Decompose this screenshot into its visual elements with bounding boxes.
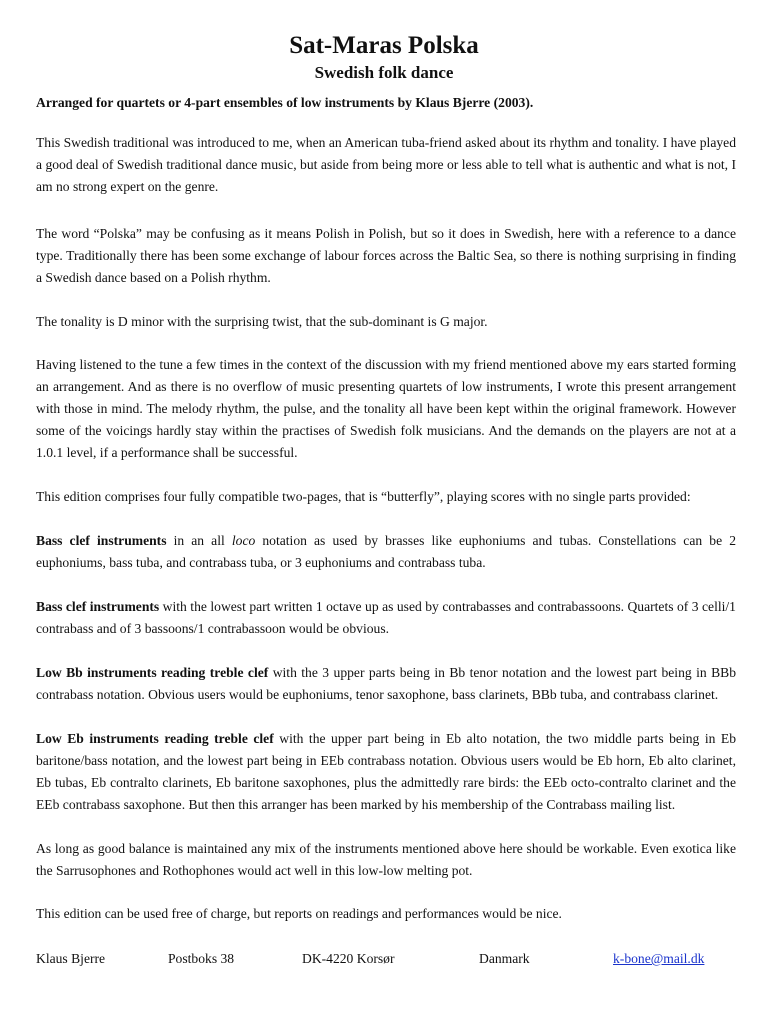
paragraph-polska: The word “Polska” may be confusing as it means Polish in Polish, but so it does in Swedish, here with a reference to a dance type. Traditionally there has been some exchange of labour forces across the Baltic Sea, so there is nothing surprising in finding a Swedish dance based on a Polish rhythm.	[36, 226, 736, 285]
footer-city: DK-4220 Korsør	[302, 951, 395, 966]
paragraph-arrangement: Having listened to the tune a few times in the context of the discussion with my friend mentioned above my ears started forming an arrangement. And as there is no overflow of music presenting quartets of low instruments, I wrote this present arrangement with those in mind. The melody rhythm, the pulse, and the tonality all have been kept within the original framework. However some of the voicings hardly stay within the practises of Swedish folk musicians. And the demands on the players are not at a 1.0.1 level, if a performance shall be successful.	[36, 357, 736, 460]
page-subtitle: Swedish folk dance	[314, 63, 454, 82]
low-eb-text: with the upper part being in Eb alto notation, the two middle parts being in Eb baritone/bass notation, and the lowest part being in EEb contrabass notation. Obvious users would be Eb horn, Eb alto clarinet, Eb tubas, Eb contralto clarinets, Eb baritone saxophones, plus the admittedly rare birds: the EEb octo-contralto clarinet and the EEb contrabass saxophone. But then this arranger has been marked by his membership of the Contrabass mailing list.	[36, 731, 737, 812]
low-bb-text: with the 3 upper parts being in Bb tenor notation and the lowest part being in BBb contrabass notation. Obvious users would be euphoniums, tenor saxophone, bass clarinets, BBb tuba, and contrabass clarinet.	[36, 665, 737, 702]
low-eb-heading: Low Eb instruments reading treble clef	[36, 731, 274, 746]
bass-clef-heading: Bass clef instruments	[36, 533, 167, 548]
bass-clef-octave-heading: Bass clef instruments	[36, 599, 160, 614]
paragraph-balance: As long as good balance is maintained any mix of the instruments mentioned above here should be workable. Even exotica like the Sarrusophones and Rothophones would act well in this low-low melting pot.	[36, 841, 736, 878]
paragraph-bass-clef-loco	[36, 530, 736, 574]
arranged-text: Arranged for quartets or 4-part ensembles of low instruments by Klaus Bjerre (2003).	[36, 95, 534, 110]
paragraph-edition: This edition comprises four fully compatible two-pages, that is “butterfly”, playing scores with no single parts provided:	[36, 489, 691, 504]
paragraph-low-eb	[36, 728, 736, 816]
paragraph-intro: This Swedish traditional was introduced to me, when an American tuba-friend asked about its rhythm and tonality. I have played a good deal of Swedish traditional dance music, but aside from being more or less able to tell what is authentic and what is not, I am no strong expert on the genre.	[36, 135, 736, 194]
footer-name: Klaus Bjerre	[36, 951, 106, 966]
bass-clef-post: notation as used by brasses like euphoniums and tubas. Constellations can be 2 euphoniums, bass tuba, and contrabass tuba, or 3 euphoniums and contrabass tuba.	[36, 533, 736, 570]
page-title: Sat-Maras Polska	[289, 32, 479, 59]
paragraph-bass-clef-octave	[36, 596, 736, 640]
bass-clef-octave-text: with the lowest part written 1 octave up as used by contrabasses and contrabassoons. Quartets of 3 celli/1 contrabass and of 3 bassoons/1 contrabassoon would be obvious.	[36, 599, 736, 636]
paragraph-tonality: The tonality is D minor with the surprising twist, that the sub-dominant is G major.	[36, 314, 488, 329]
low-bb-heading: Low Bb instruments reading treble clef	[36, 665, 269, 680]
footer-postbox: Postboks 38	[168, 951, 235, 966]
bass-clef-pre: in an all	[166, 533, 232, 548]
paragraph-free-of-charge: This edition can be used free of charge, but reports on readings and performances would be nice.	[36, 906, 562, 921]
footer-country: Danmark	[479, 951, 530, 966]
footer-email-wrap	[613, 949, 704, 969]
footer-email-link[interactable]: k-bone@mail.dk	[613, 951, 705, 966]
arranged-line	[36, 92, 736, 114]
loco-term: loco	[231, 533, 256, 548]
paragraph-low-bb	[36, 662, 736, 706]
